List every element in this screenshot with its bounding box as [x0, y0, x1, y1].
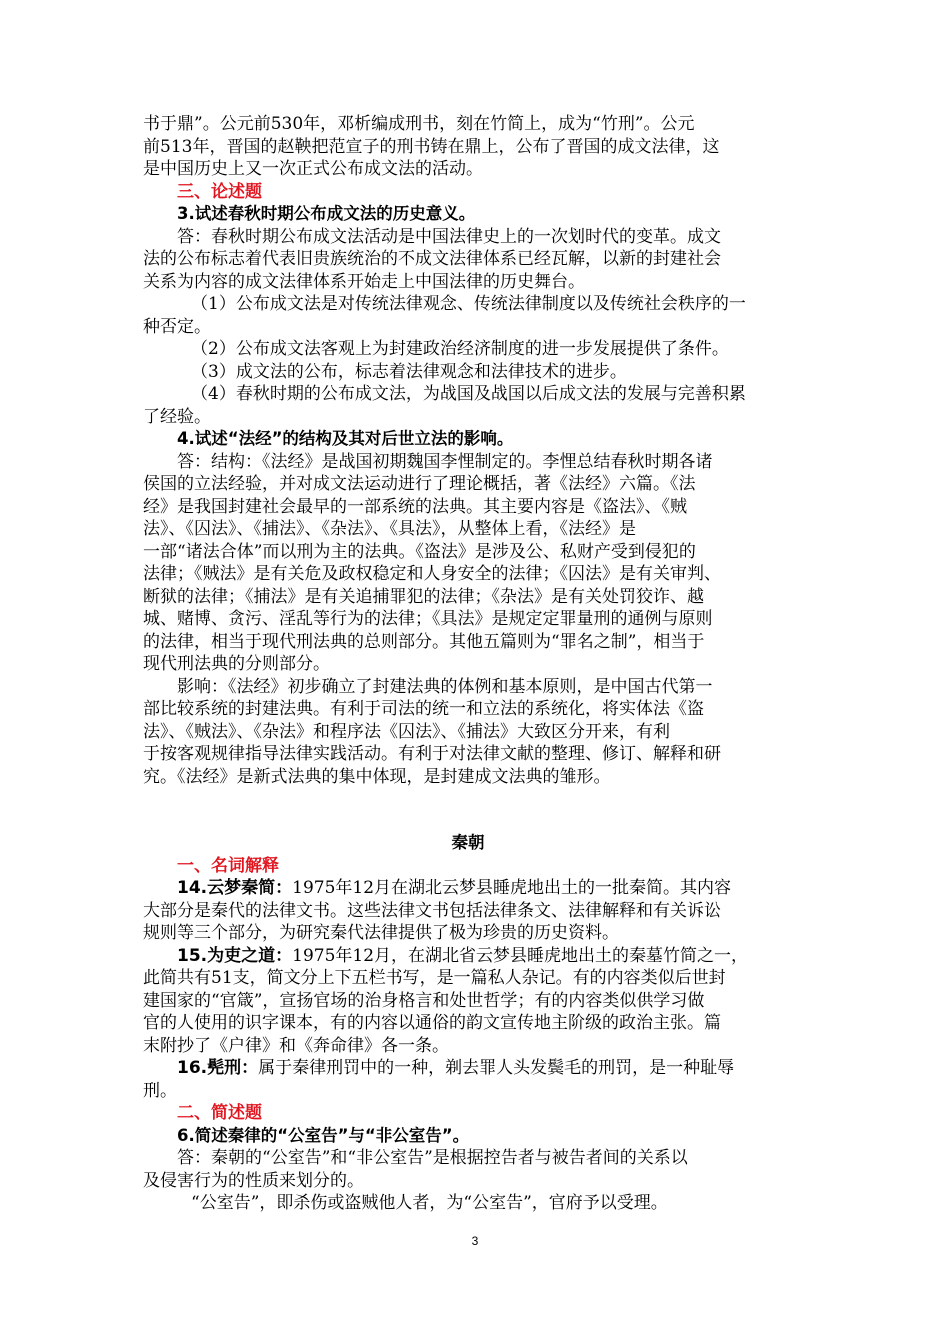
term-label: 15.为吏之道：: [177, 945, 293, 966]
answer-text-line: 影响：《法经》初步确立了封建法典的体例和基本原则，是中国古代第一: [177, 676, 713, 697]
term-definition: 1975年12月在湖北云梦县睡虎地出土的一批秦简。其内容: [292, 878, 732, 898]
answer-text-line: “公室告”，即杀伤或盗贼他人者，为“公室告”，官府予以受理。: [191, 1193, 668, 1213]
answer-point-1: （1）公布成文法是对传统法律观念、传统法律制度以及传统社会秩序的一: [191, 294, 746, 314]
answer-point-4-cont: 了经验。: [143, 406, 211, 427]
answer-text-line: 一部“诸法合体”而以刑为主的法典。《盗法》是涉及公、私财产受到侵犯的: [143, 541, 696, 562]
answer-text-line: 断狱的法律；《捕法》是有关追捕罪犯的法律；《杂法》是有关处罚狡诈、越: [143, 586, 704, 607]
answer-text-line: 法》、《贼法》、《杂法》和程序法《囚法》、《捕法》大致区分开来，有利: [143, 721, 670, 742]
answer-text-line: 答：春秋时期公布成文法活动是中国法律史上的一次划时代的变革。成文: [177, 226, 721, 247]
term-text-line: 末附抄了《户律》和《奔命律》各一条。: [143, 1035, 449, 1056]
term-text-line: 官的人使用的识字课本，有的内容以通俗的韵文宣传地主阶级的政治主张。篇: [143, 1013, 721, 1033]
answer-text-line: 于按客观规律指导法律实践活动。有利于对法律文献的整理、修订、解释和研: [143, 744, 721, 764]
term-label: 16.髡刑：: [177, 1058, 259, 1078]
chapter-title: 秦朝: [451, 833, 485, 852]
answer-text-line: 答：结构：《法经》是战国初期魏国李悝制定的。李悝总结春秋时期各诸: [177, 451, 713, 472]
answer-text-line: 的法律，相当于现代刑法典的总则部分。其他五篇则为“罪名之制”，相当于: [143, 631, 705, 652]
question-heading-3: 3.试述春秋时期公布成文法的历史意义。: [177, 204, 476, 223]
page-number: 3: [471, 1234, 479, 1248]
term-text-line: 建国家的“官箴”，宣扬官场的治身格言和处世哲学；有的内容类似供学习做: [143, 990, 705, 1011]
answer-text-line: 现代刑法典的分则部分。: [143, 654, 330, 674]
spacer: [143, 788, 803, 832]
answer-text-line: 法的公布标志着代表旧贵族统治的不成文法律体系已经瓦解，以新的封建社会: [143, 249, 721, 269]
term-text-line: 刑。: [143, 1080, 177, 1101]
section-heading-terms: 一、名词解释: [177, 855, 279, 876]
term-text-line: 此简共有51支，简文分上下五栏书写，是一篇私人杂记。有的内容类似后世封: [143, 968, 726, 988]
body-text-line: 前513年，晋国的赵鞅把范宣子的刑书铸在鼎上，公布了晋国的成文法律，这: [143, 136, 720, 157]
answer-text-line: 究。《法经》是新式法典的集中体现，是封建成文法典的雏形。: [143, 766, 611, 787]
document-page: [143, 113, 803, 1215]
term-text-line: 大部分是秦代的法律文书。这些法律文书包括法律条文、法律解释和有关诉讼: [143, 900, 721, 921]
answer-text-line: 侯国的立法经验，并对成文法运动进行了理论概括，著《法经》六篇。《法: [143, 474, 696, 494]
body-text-line: 是中国历史上又一次正式公布成文法的活动。: [143, 159, 483, 179]
term-definition: 1975年12月，在湖北省云梦县睡虎地出土的秦墓竹简之一，: [292, 945, 749, 966]
question-heading-6: 6.简述秦律的“公室告”与“非公室告”。: [177, 1125, 470, 1145]
question-heading-4: 4.试述“法经”的结构及其对后世立法的影响。: [177, 429, 514, 448]
answer-text-line: 城、赌博、贪污、淫乱等行为的法律；《具法》是规定定罪量刑的通例与原则: [143, 609, 713, 629]
term-entry-15: [143, 945, 803, 968]
answer-point-4: （4）春秋时期的公布成文法，为战国及战国以后成文法的发展与完善积累: [191, 384, 746, 404]
section-heading-essay: 三、论述题: [177, 181, 262, 202]
answer-text-line: 答：秦朝的“公室告”和“非公室告”是根据控告者与被告者间的关系以: [177, 1148, 688, 1168]
section-heading-short-answer: 二、简述题: [177, 1103, 262, 1123]
answer-point-2: （2）公布成文法客观上为封建政治经济制度的进一步发展提供了条件。: [191, 339, 729, 359]
answer-point-3: （3）成文法的公布，标志着法律观念和法律技术的进步。: [191, 361, 627, 382]
term-label: 14.云梦秦简：: [177, 878, 293, 898]
answer-text-line: 部比较系统的封建法典。有利于司法的统一和立法的系统化，将实体法《盗: [143, 699, 704, 719]
term-definition: 属于秦律刑罚中的一种，剃去罪人头发鬓毛的刑罚，是一种耻辱: [258, 1058, 735, 1078]
answer-text-line: 关系为内容的成文法律体系开始走上中国法律的历史舞台。: [143, 271, 585, 292]
body-text-line: 书于鼎”。公元前530年，邓析编成刑书，刻在竹简上，成为“竹刑”。公元: [143, 114, 695, 134]
answer-text-line: 法律；《贼法》是有关危及政权稳定和人身安全的法律；《囚法》是有关审判、: [143, 564, 721, 584]
answer-point-1-cont: 种否定。: [143, 316, 211, 337]
term-entry-16: [143, 1057, 803, 1080]
term-text-line: 规则等三个部分，为研究秦代法律提供了极为珍贵的历史资料。: [143, 923, 619, 943]
answer-text-line: 及侵害行为的性质来划分的。: [143, 1170, 364, 1191]
answer-text-line: 法》、《囚法》、《捕法》、《杂法》、《具法》，从整体上看，《法经》是: [143, 519, 636, 539]
term-entry-14: [143, 877, 803, 900]
answer-text-line: 经》是我国封建社会最早的一部系统的法典。其主要内容是《盗法》、《贼: [143, 496, 687, 517]
